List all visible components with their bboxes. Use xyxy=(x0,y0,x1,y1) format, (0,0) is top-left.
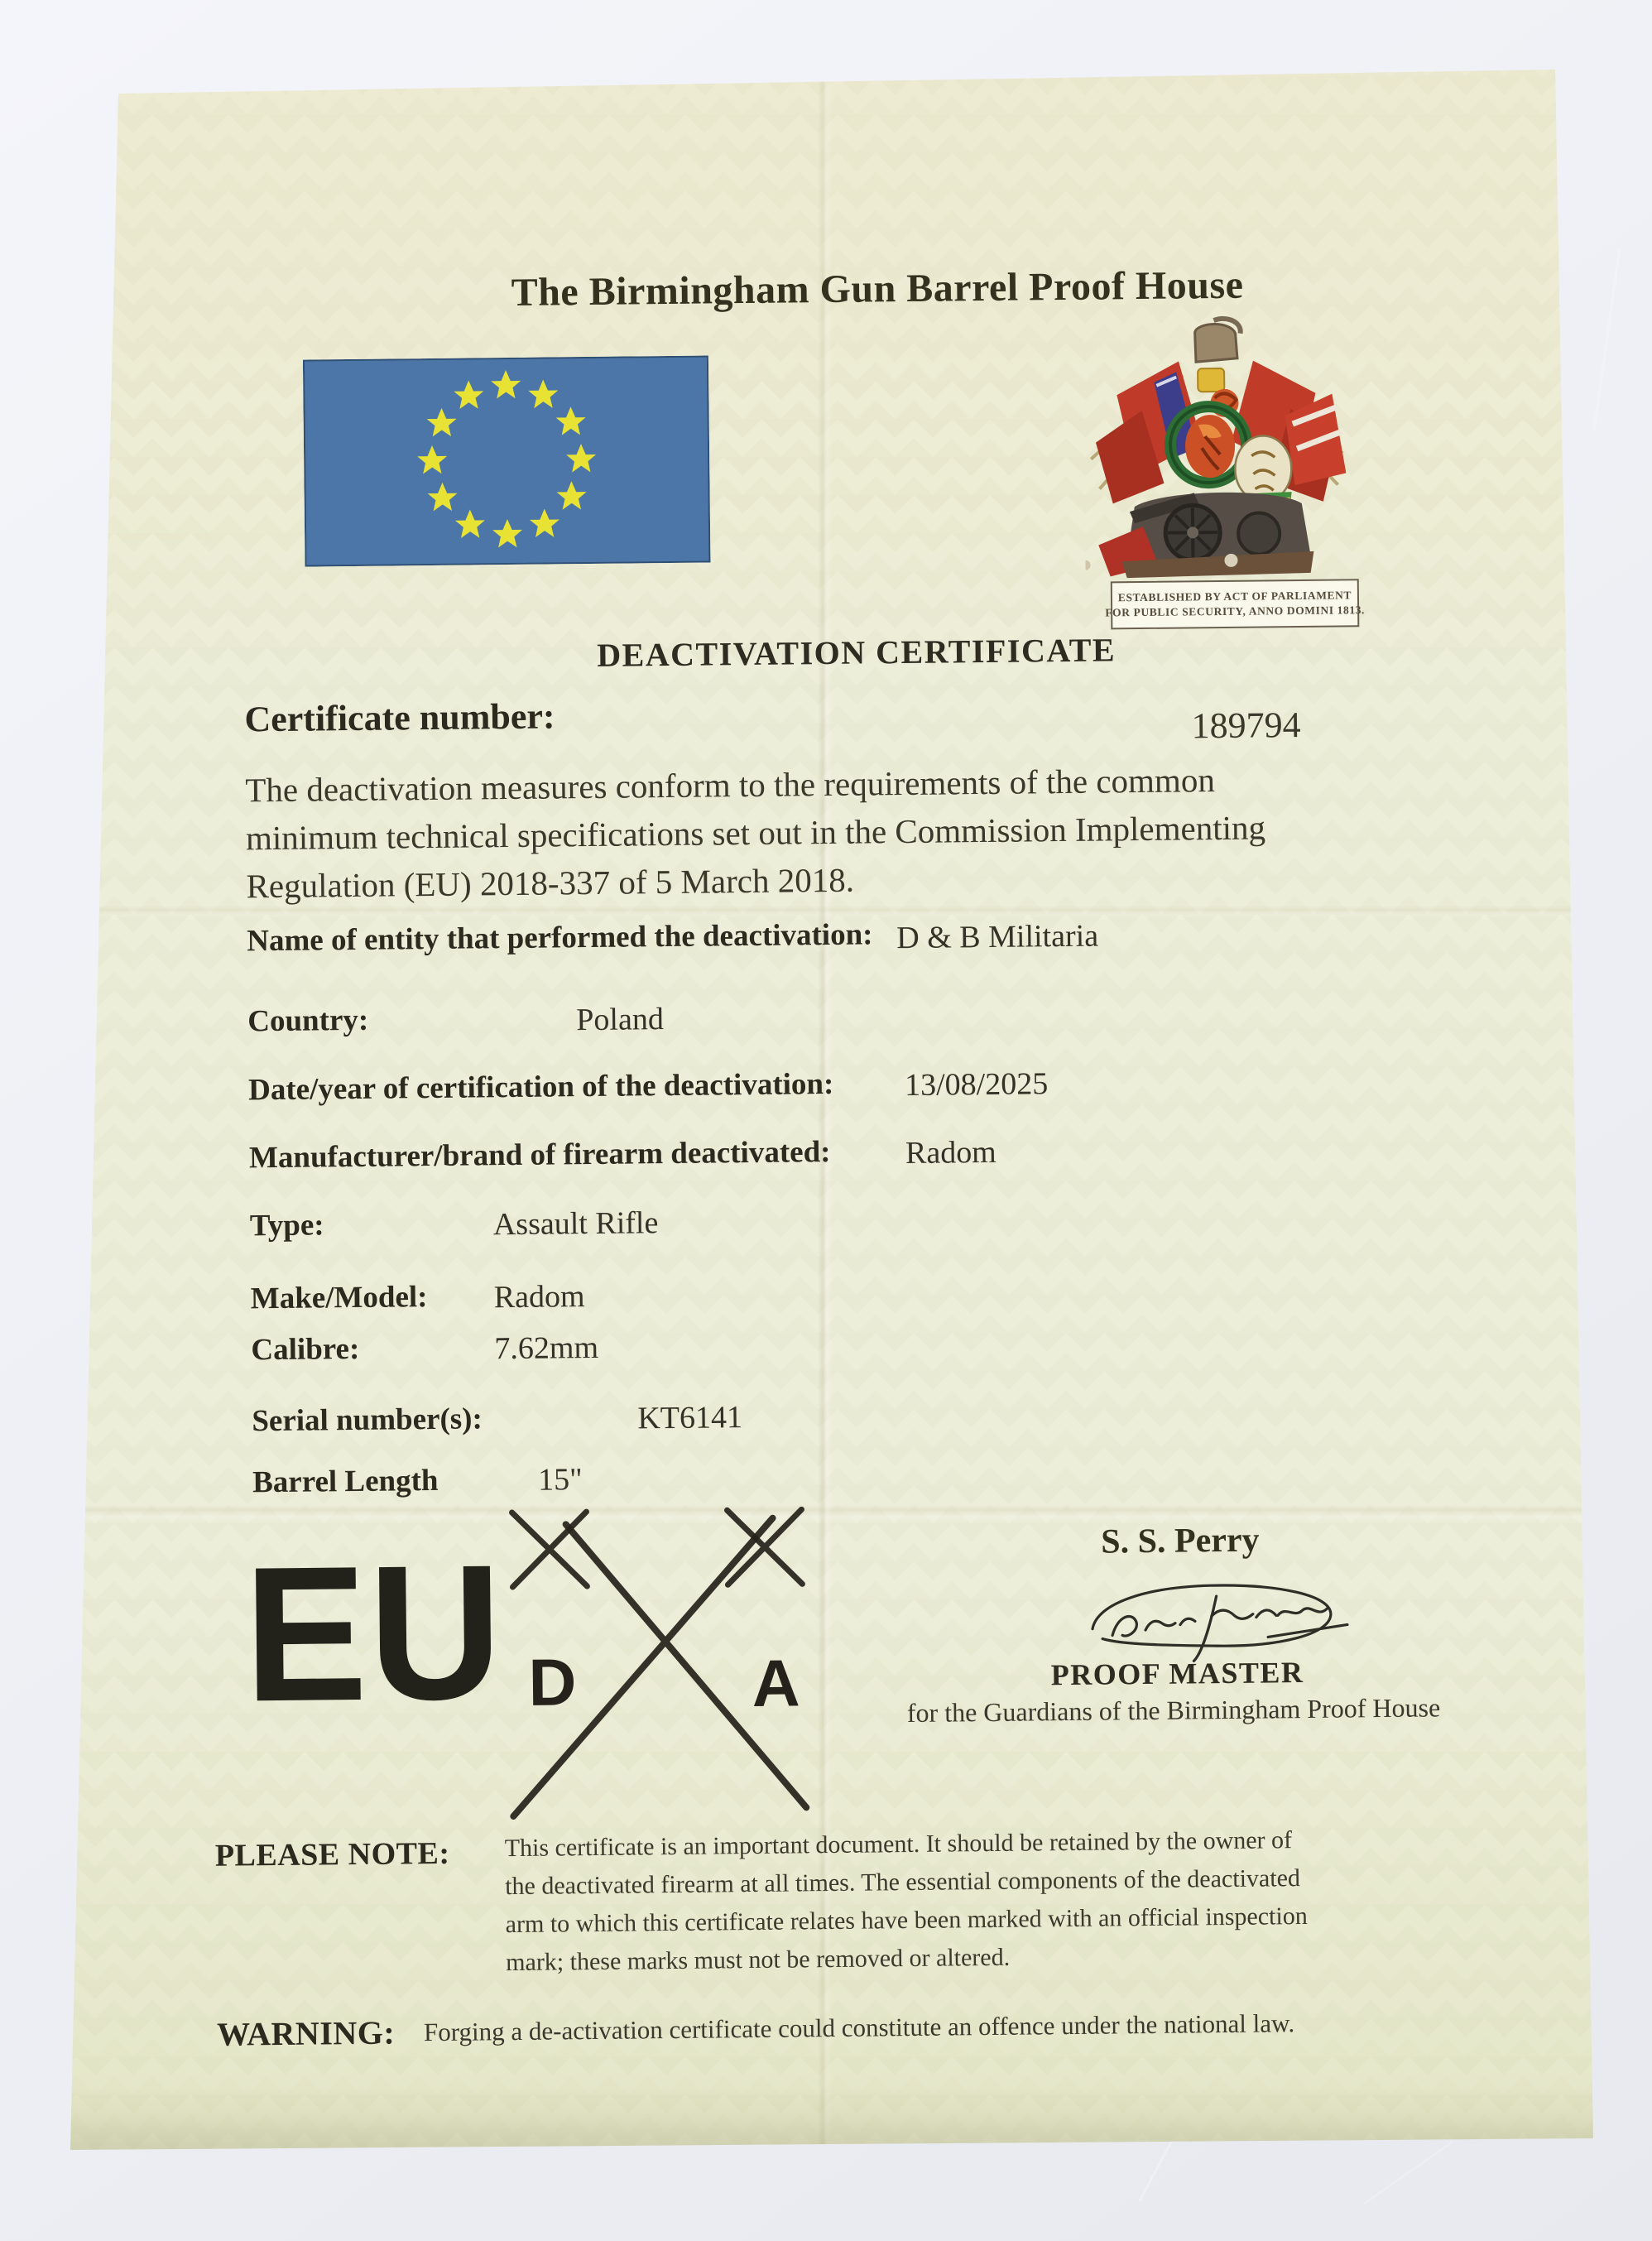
eu-flag xyxy=(303,355,711,566)
field-label: Calibre: xyxy=(251,1331,360,1368)
field-row xyxy=(252,1400,743,1439)
signatory-for-line: for the Guardians of the Birmingham Proof House xyxy=(906,1692,1441,1729)
certificate-number-label: Certificate number: xyxy=(244,695,555,740)
warning-label: WARNING: xyxy=(216,2013,396,2053)
field-row xyxy=(247,916,1099,959)
certificate-number-value: 189794 xyxy=(1191,704,1301,747)
intro-line: minimum technical specifications set out in the Commission Implementing xyxy=(245,808,1266,858)
field-value: 15" xyxy=(537,1462,583,1498)
field-value: 7.62mm xyxy=(494,1330,599,1367)
field-label: Date/year of certification of the deactivation: xyxy=(247,1066,834,1108)
field-row xyxy=(251,1330,599,1368)
field-row xyxy=(248,1134,996,1176)
field-label: Serial number(s): xyxy=(252,1402,483,1439)
field-value: Radom xyxy=(493,1279,585,1315)
field-label: Type: xyxy=(249,1208,324,1243)
field-value: D & B Militaria xyxy=(896,918,1099,956)
field-value: Radom xyxy=(905,1134,996,1171)
field-row xyxy=(252,1462,583,1500)
field-label: Country: xyxy=(247,1003,369,1039)
eu-mark-letter-a: A xyxy=(752,1646,800,1720)
field-label: Name of entity that performed the deactivation: xyxy=(247,917,873,959)
field-label: Manufacturer/brand of firearm deactivated: xyxy=(248,1134,831,1176)
field-row xyxy=(249,1205,659,1243)
crest-caption-line2: FOR PUBLIC SECURITY, ANNO DOMINI 1813. xyxy=(1105,604,1366,619)
signatory-role: PROOF MASTER xyxy=(1050,1656,1304,1692)
field-value: 13/08/2025 xyxy=(904,1066,1049,1104)
note-line: This certificate is an important document. It should be retained by the owner of xyxy=(504,1826,1293,1863)
field-label: Barrel Length xyxy=(252,1463,439,1500)
warning-text: Forging a de-activation certificate could constitute an offence under the national law. xyxy=(423,2008,1295,2047)
field-value: KT6141 xyxy=(637,1400,743,1436)
certificate-heading: DEACTIVATION CERTIFICATE xyxy=(596,631,1117,674)
field-label: Make/Model: xyxy=(250,1280,428,1316)
intro-line: The deactivation measures conform to the requirements of the common xyxy=(245,761,1216,810)
intro-line: Regulation (EU) 2018-337 of 5 March 2018. xyxy=(246,860,855,906)
field-row xyxy=(247,1066,1049,1108)
note-line: arm to which this certificate relates have been marked with an official inspection xyxy=(505,1902,1308,1939)
eu-deactivation-mark xyxy=(487,1497,829,1831)
field-row xyxy=(250,1279,585,1316)
proof-house-crest xyxy=(1083,314,1350,581)
field-value: Poland xyxy=(576,1002,665,1038)
crest-caption-line1: ESTABLISHED BY ACT OF PARLIAMENT xyxy=(1117,589,1352,604)
note-line: the deactivated firearm at all times. The essential components of the deactivated xyxy=(505,1864,1301,1901)
field-row xyxy=(247,1002,665,1040)
eu-mark-letter-d: D xyxy=(528,1645,577,1719)
signatory-name: S. S. Perry xyxy=(1101,1521,1260,1561)
please-note-label: PLEASE NOTE: xyxy=(214,1835,450,1873)
field-value: Assault Rifle xyxy=(492,1205,659,1243)
page-title: The Birmingham Gun Barrel Proof House xyxy=(511,262,1244,315)
eu-mark-letters: EU xyxy=(243,1525,505,1743)
note-line: mark; these marks must not be removed or altered. xyxy=(506,1943,1011,1977)
crest-caption xyxy=(1105,579,1366,629)
